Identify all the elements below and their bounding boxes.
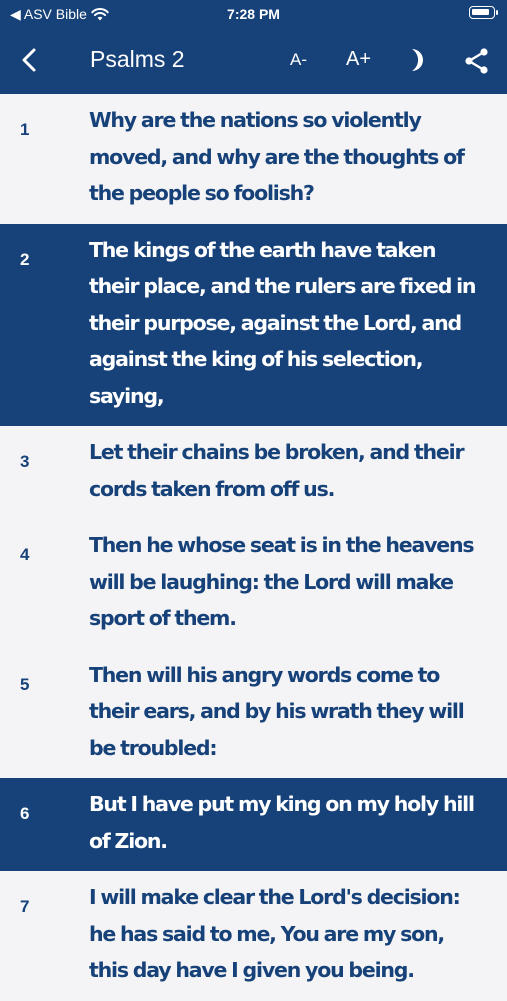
status-time: 7:28 PM <box>227 6 280 22</box>
verse-text: Then will his angry words come to their ears, and by his wrath they will be troubled: <box>89 662 464 760</box>
verse-number: 3 <box>20 452 30 471</box>
verse-number: 4 <box>20 545 30 564</box>
moon-icon[interactable] <box>404 46 432 74</box>
verse-row[interactable] <box>0 519 507 649</box>
verse-row[interactable] <box>0 871 507 1001</box>
verse-row[interactable] <box>0 649 507 779</box>
verse-number: 5 <box>20 674 30 694</box>
nav-bar <box>0 34 507 86</box>
verse-row[interactable] <box>0 94 507 224</box>
verse-number: 6 <box>20 804 30 823</box>
font-increase-button[interactable]: A+ <box>346 48 372 70</box>
verse-row[interactable] <box>0 426 507 519</box>
status-bar <box>0 0 507 28</box>
font-decrease-button[interactable]: A- <box>290 50 307 69</box>
verse-number: 1 <box>20 120 30 139</box>
verse-row[interactable] <box>0 224 507 427</box>
verse-text: But I have put my king on my holy hill of Zion. <box>89 792 474 853</box>
verse-row[interactable] <box>0 778 507 871</box>
chevron-left-icon[interactable] <box>14 44 46 76</box>
verse-text: Then he whose seat is in the heavens will be laughing: the Lord will make sport of them. <box>89 533 474 630</box>
battery-fill <box>472 9 489 15</box>
verse-number: 7 <box>20 897 30 916</box>
top-bar <box>0 0 507 94</box>
page-title: Psalms 2 <box>90 46 185 72</box>
share-icon[interactable] <box>462 46 492 76</box>
verse-text: I will make clear the Lord's decision: he has said to me, You are my son, this day have I given you being. <box>89 885 460 982</box>
battery-icon <box>469 6 495 19</box>
verse-list <box>0 94 507 982</box>
verse-number: 2 <box>20 249 30 269</box>
back-to-app-label[interactable]: ◀ ASV Bible <box>10 6 87 22</box>
verse-text: The kings of the earth have taken their place, and the rulers are fixed in their purpose, against the Lord, and against the king of his selection, saying, <box>89 237 476 408</box>
verse-text: Why are the nations so violently moved, and why are the thoughts of the people so foolish? <box>89 108 464 205</box>
verse-text: Let their chains be broken, and their cords taken from off us. <box>89 440 464 501</box>
